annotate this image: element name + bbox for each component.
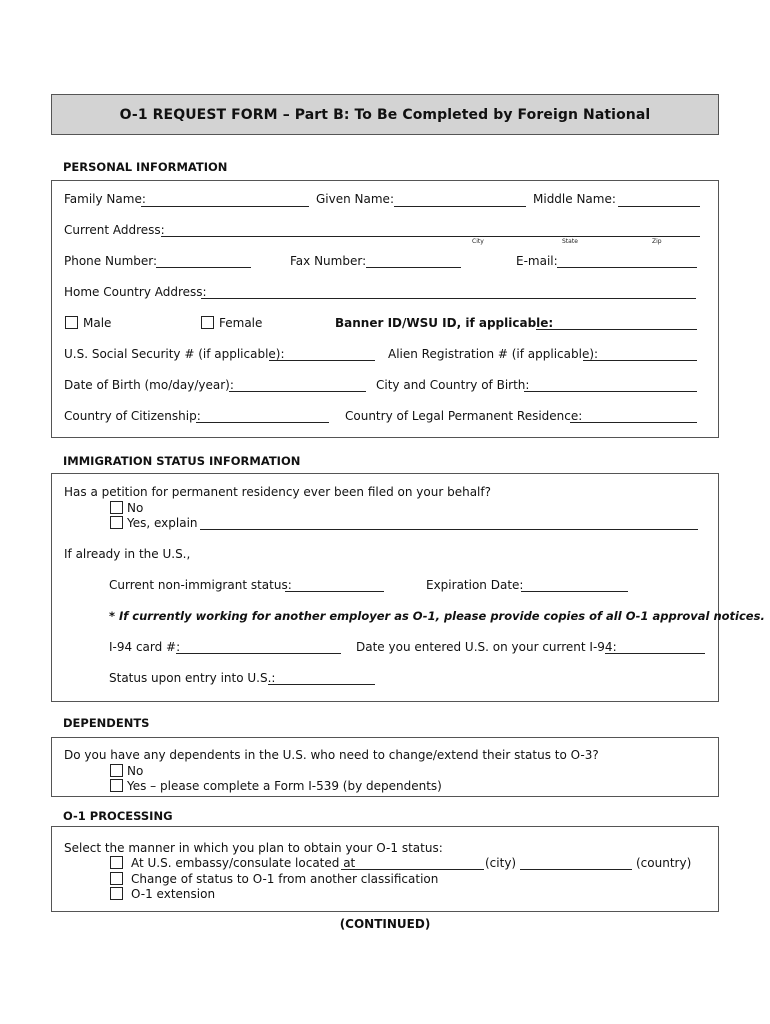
ssn-field[interactable] (269, 360, 375, 361)
extension-label: O-1 extension (131, 887, 216, 901)
citizenship-label: Country of Citizenship: (64, 409, 201, 423)
dependents-box (51, 737, 719, 797)
form-title: O-1 REQUEST FORM – Part B: To Be Completed by Foreign National (119, 106, 651, 123)
middle-name-field[interactable] (618, 206, 700, 207)
expiration-date-field[interactable] (521, 591, 628, 592)
dependents-no-checkbox[interactable] (110, 764, 123, 777)
fax-field[interactable] (366, 267, 461, 268)
alien-reg-field[interactable] (583, 360, 697, 361)
dependents-question: Do you have any dependents in the U.S. who need to change/extend their status to O-3? (64, 748, 599, 762)
permanent-residence-field[interactable] (570, 422, 697, 423)
dependents-yes-checkbox[interactable] (110, 779, 123, 792)
female-label: Female (219, 316, 263, 330)
personal-info-heading: PERSONAL INFORMATION (63, 160, 228, 174)
o1-approval-note: * If currently working for another employer as O-1, please provide copies of all O-1 approval notices. (109, 609, 765, 623)
dependents-no-label: No (127, 764, 144, 778)
female-checkbox[interactable] (201, 316, 214, 329)
embassy-checkbox[interactable] (110, 856, 123, 869)
nonimmigrant-status-label: Current non-immigrant status: (109, 578, 292, 592)
alien-reg-label: Alien Registration # (if applicable): (388, 347, 599, 361)
change-status-label: Change of status to O-1 from another classification (131, 872, 439, 886)
fax-label: Fax Number: (290, 254, 367, 268)
zip-sublabel: Zip (652, 238, 662, 245)
date-entered-label: Date you entered U.S. on your current I-94: (356, 640, 617, 654)
processing-heading: O-1 PROCESSING (63, 809, 173, 823)
form-title-box (51, 94, 719, 135)
dob-field[interactable] (229, 391, 366, 392)
petition-question: Has a petition for permanent residency ever been filed on your behalf? (64, 485, 491, 499)
home-country-address-field[interactable] (201, 298, 696, 299)
petition-no-checkbox[interactable] (110, 501, 123, 514)
extension-checkbox[interactable] (110, 887, 123, 900)
state-sublabel: State (562, 238, 578, 245)
citizenship-field[interactable] (196, 422, 329, 423)
processing-box (51, 826, 719, 912)
dob-label: Date of Birth (mo/day/year): (64, 378, 234, 392)
processing-question: Select the manner in which you plan to obtain your O-1 status: (64, 841, 443, 855)
petition-yes-checkbox[interactable] (110, 516, 123, 529)
city-sublabel: City (472, 238, 484, 245)
given-name-field[interactable] (394, 206, 526, 207)
phone-field[interactable] (156, 267, 251, 268)
dependents-yes-label: Yes – please complete a Form I-539 (by dependents) (127, 779, 442, 793)
change-status-checkbox[interactable] (110, 872, 123, 885)
city-country-birth-label: City and Country of Birth: (376, 378, 530, 392)
home-country-address-label: Home Country Address: (64, 285, 207, 299)
i94-field[interactable] (176, 653, 341, 654)
immigration-box (51, 473, 765, 702)
middle-name-label: Middle Name: (533, 192, 616, 206)
embassy-label: At U.S. embassy/consulate located at (131, 856, 356, 870)
dependents-heading: DEPENDENTS (63, 716, 150, 730)
email-field[interactable] (557, 267, 697, 268)
petition-no-label: No (127, 501, 144, 515)
male-label: Male (83, 316, 112, 330)
petition-explain-field[interactable] (200, 529, 698, 530)
given-name-label: Given Name: (316, 192, 394, 206)
email-label: E-mail: (516, 254, 558, 268)
nonimmigrant-status-field[interactable] (285, 591, 384, 592)
banner-id-label: Banner ID/WSU ID, if applicable: (335, 316, 554, 330)
embassy-city-field[interactable] (341, 869, 484, 870)
current-address-label: Current Address: (64, 223, 165, 237)
permanent-residence-label: Country of Legal Permanent Residence: (345, 409, 583, 423)
family-name-field[interactable] (141, 206, 309, 207)
status-entry-field[interactable] (268, 684, 375, 685)
phone-label: Phone Number: (64, 254, 158, 268)
continued-label: (CONTINUED) (339, 917, 431, 931)
embassy-city-label: (city) (485, 856, 517, 870)
male-checkbox[interactable] (65, 316, 78, 329)
expiration-date-label: Expiration Date: (426, 578, 524, 592)
date-entered-field[interactable] (605, 653, 705, 654)
banner-id-field[interactable] (536, 329, 697, 330)
personal-info-box (51, 180, 719, 438)
immigration-heading: IMMIGRATION STATUS INFORMATION (63, 454, 301, 468)
current-address-field[interactable] (161, 236, 700, 237)
city-country-birth-field[interactable] (524, 391, 697, 392)
embassy-country-field[interactable] (520, 869, 632, 870)
if-in-us-label: If already in the U.S., (64, 547, 191, 561)
status-entry-label: Status upon entry into U.S.: (109, 671, 276, 685)
i94-label: I-94 card #: (109, 640, 181, 654)
embassy-country-label: (country) (636, 856, 692, 870)
petition-yes-label: Yes, explain (127, 516, 198, 530)
family-name-label: Family Name: (64, 192, 146, 206)
ssn-label: U.S. Social Security # (if applicable): (64, 347, 285, 361)
